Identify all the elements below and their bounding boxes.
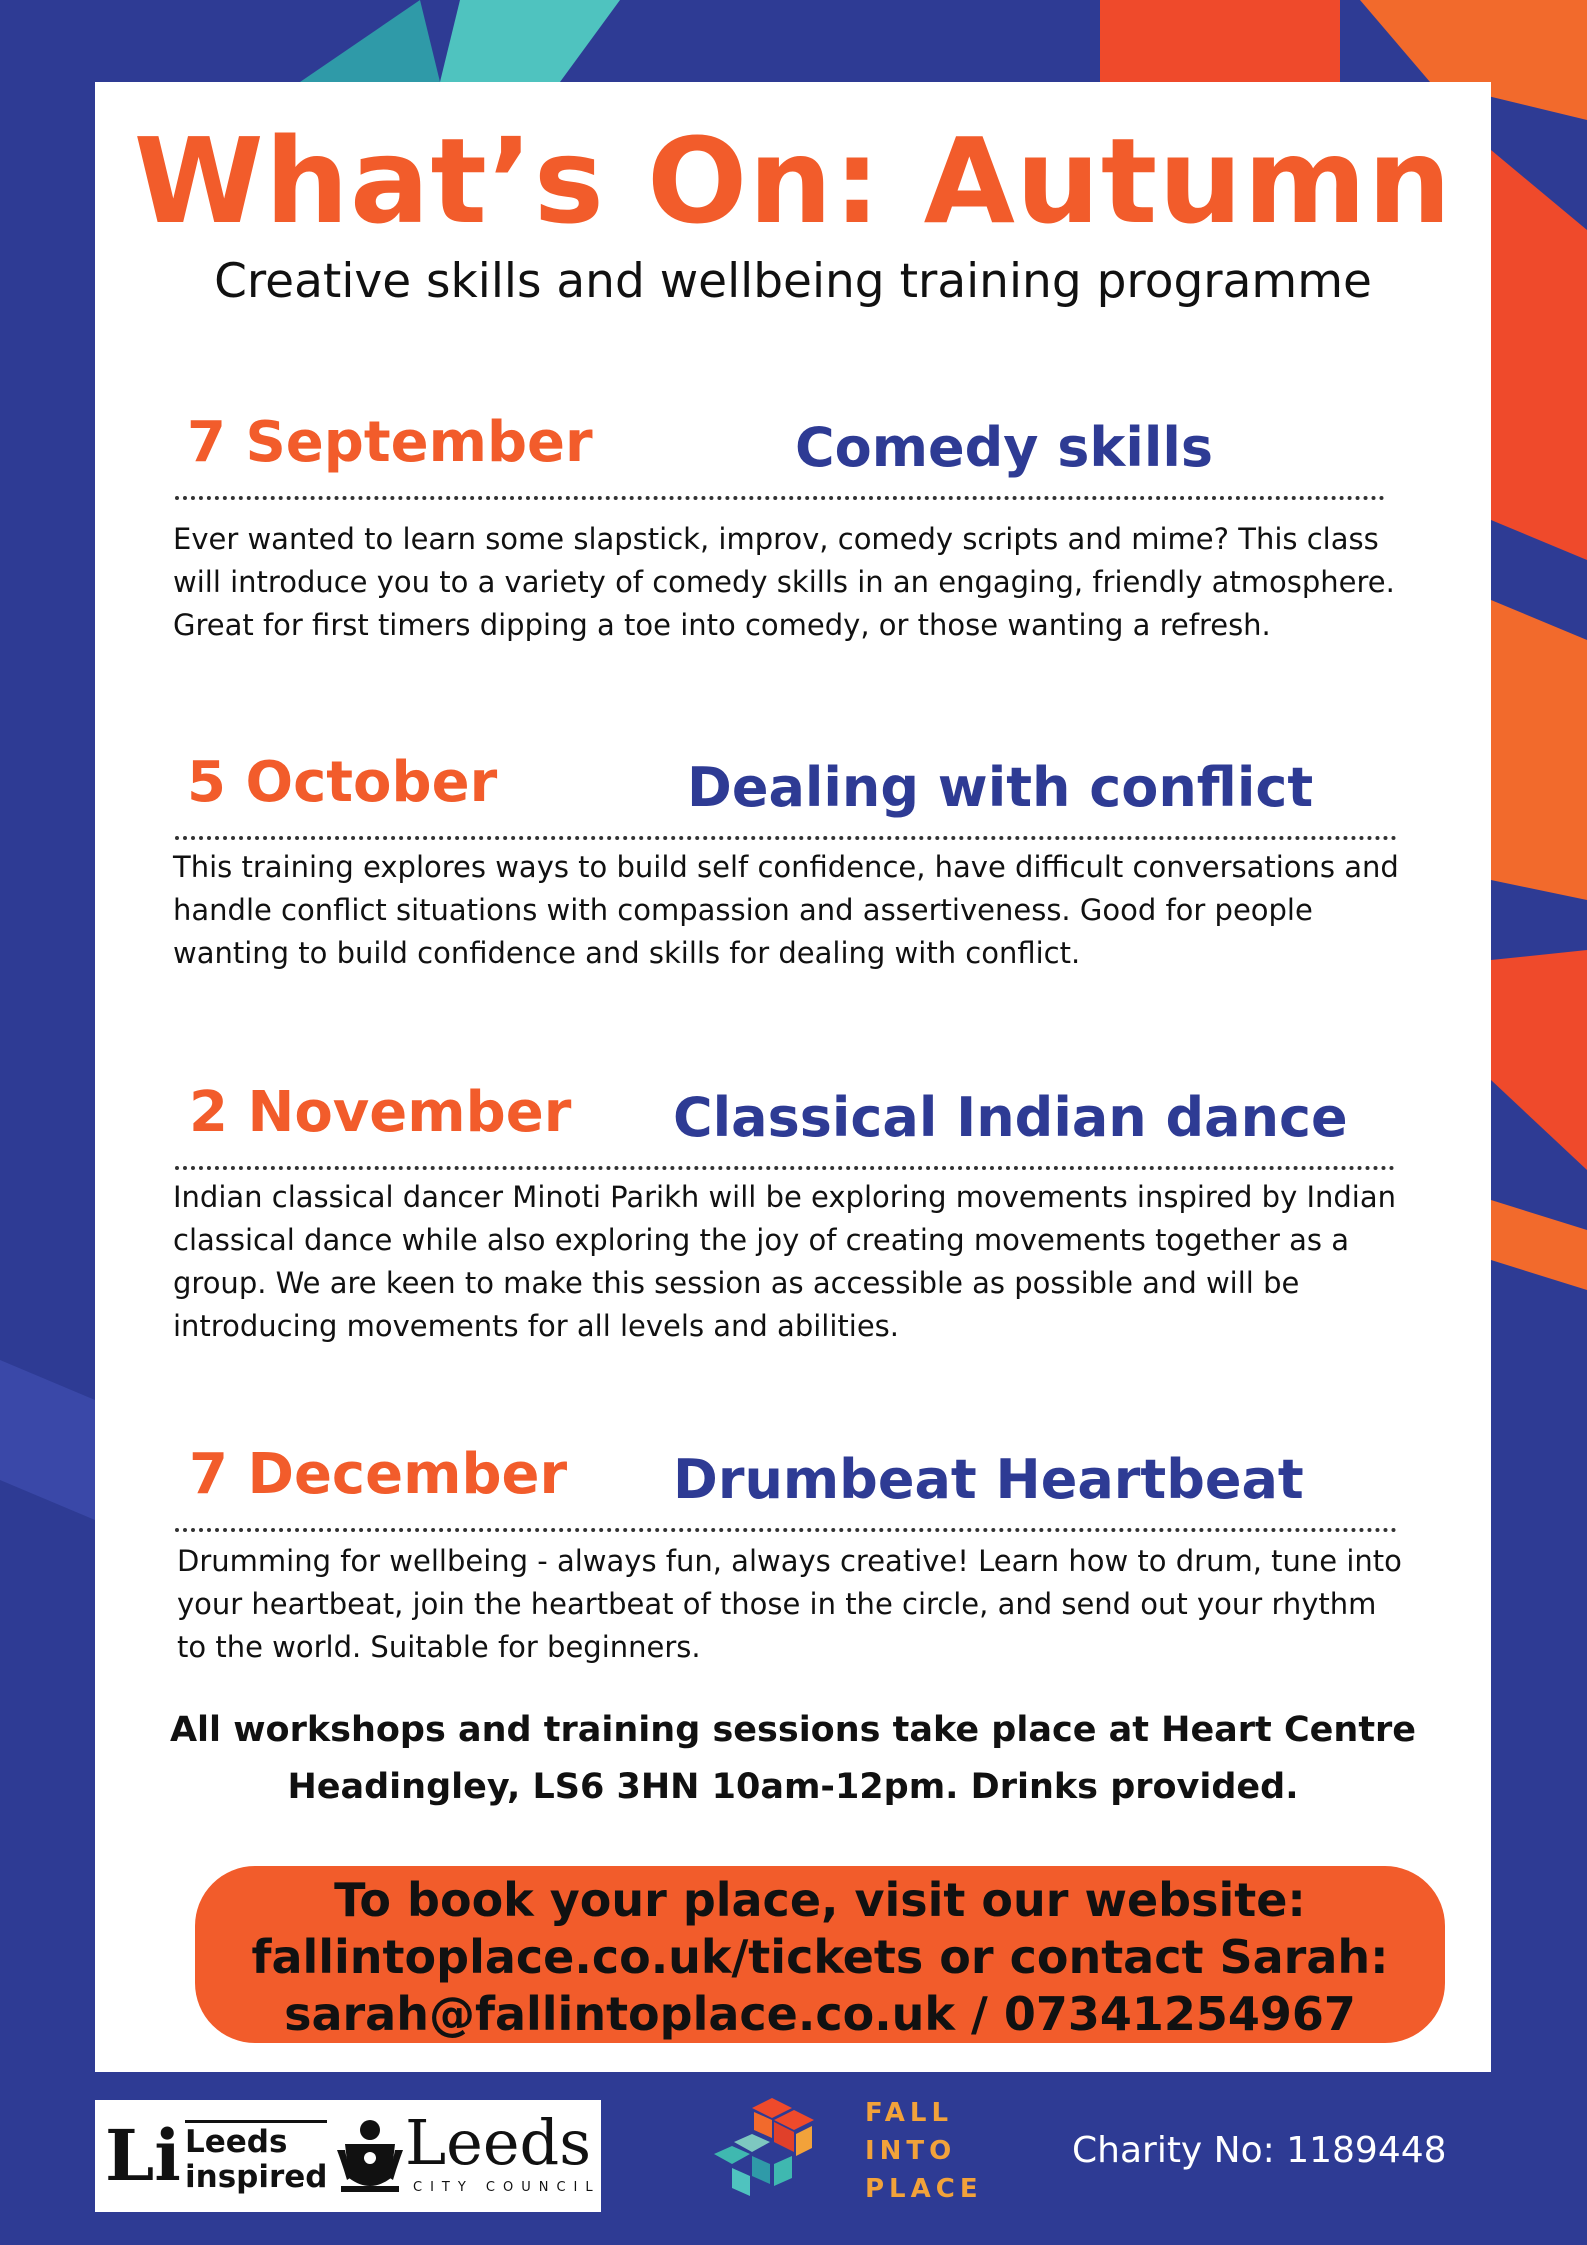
venue-info: All workshops and training sessions take place at Heart Centre Headingley, LS6 3HN 10am-12pm. Drinks provided. bbox=[169, 1710, 1417, 1807]
page-title: What’s On: Autumn bbox=[133, 112, 1453, 250]
booking-website-link[interactable]: fallintoplace.co.uk/tickets or contact Sarah: bbox=[251, 1930, 1389, 1984]
charity-number: Charity No: 1189448 bbox=[1072, 2130, 1447, 2171]
fall-into-place-logo-icon bbox=[712, 2090, 832, 2210]
booking-contact[interactable]: sarah@fallintoplace.co.uk / 07341254967 bbox=[284, 1987, 1356, 2041]
event-title: Dealing with conflict bbox=[687, 756, 1314, 819]
event-date: 5 October bbox=[187, 750, 498, 815]
page-subtitle: Creative skills and wellbeing training programme bbox=[214, 254, 1372, 309]
booking-banner bbox=[195, 1866, 1445, 2043]
leeds-council-subtitle: CITY COUNCIL bbox=[413, 2180, 601, 2195]
event-title: Drumbeat Heartbeat bbox=[673, 1448, 1304, 1511]
dotted-divider bbox=[175, 1528, 1397, 1532]
dotted-divider bbox=[175, 496, 1385, 500]
fall-into-place-logo-text: FALL INTO PLACE bbox=[865, 2098, 983, 2204]
event-description: Drumming for wellbeing - always fun, always creative! Learn how to drum, tune into your heartbeat, join the heartbeat of those in the circle, and send out your rhythm to the world. Suitable for beginners. bbox=[177, 1544, 1402, 1664]
event-description: Indian classical dancer Minoti Parikh will be exploring movements inspired by Indian classical dance while also exploring the joy of creating movements together as a group. We are keen to make this session as accessible as possible and will be introducing movements for all levels and abilities. bbox=[173, 1180, 1396, 1343]
council-crest-icon bbox=[335, 2116, 405, 2196]
leeds-inspired-logo-text: Leeds inspired bbox=[185, 2120, 327, 2195]
dotted-divider bbox=[175, 836, 1397, 840]
event-description: This training explores ways to build self confidence, have difficult conversations and handle conflict situations with compassion and assertiveness. Good for people wanting to build confidence and skills for dealing with conflict. bbox=[173, 850, 1399, 970]
event-title: Comedy skills bbox=[795, 416, 1213, 479]
sponsor-logos bbox=[95, 2100, 601, 2212]
booking-line: To book your place, visit our website: bbox=[334, 1873, 1306, 1927]
event-date: 7 December bbox=[189, 1442, 568, 1507]
event-date: 2 November bbox=[189, 1080, 572, 1145]
event-title: Classical Indian dance bbox=[673, 1086, 1348, 1149]
event-date: 7 September bbox=[187, 410, 593, 475]
event-description: Ever wanted to learn some slapstick, improv, comedy scripts and mime? This class will introduce you to a variety of comedy skills in an engaging, friendly atmosphere. Great for first timers dipping a toe into comedy, or those wanting a refresh. bbox=[173, 522, 1395, 642]
dotted-divider bbox=[175, 1166, 1395, 1170]
leeds-council-logo-text: Leeds bbox=[405, 2106, 592, 2179]
content-card bbox=[95, 82, 1491, 2072]
leeds-inspired-logo-mark: Li bbox=[105, 2114, 181, 2197]
